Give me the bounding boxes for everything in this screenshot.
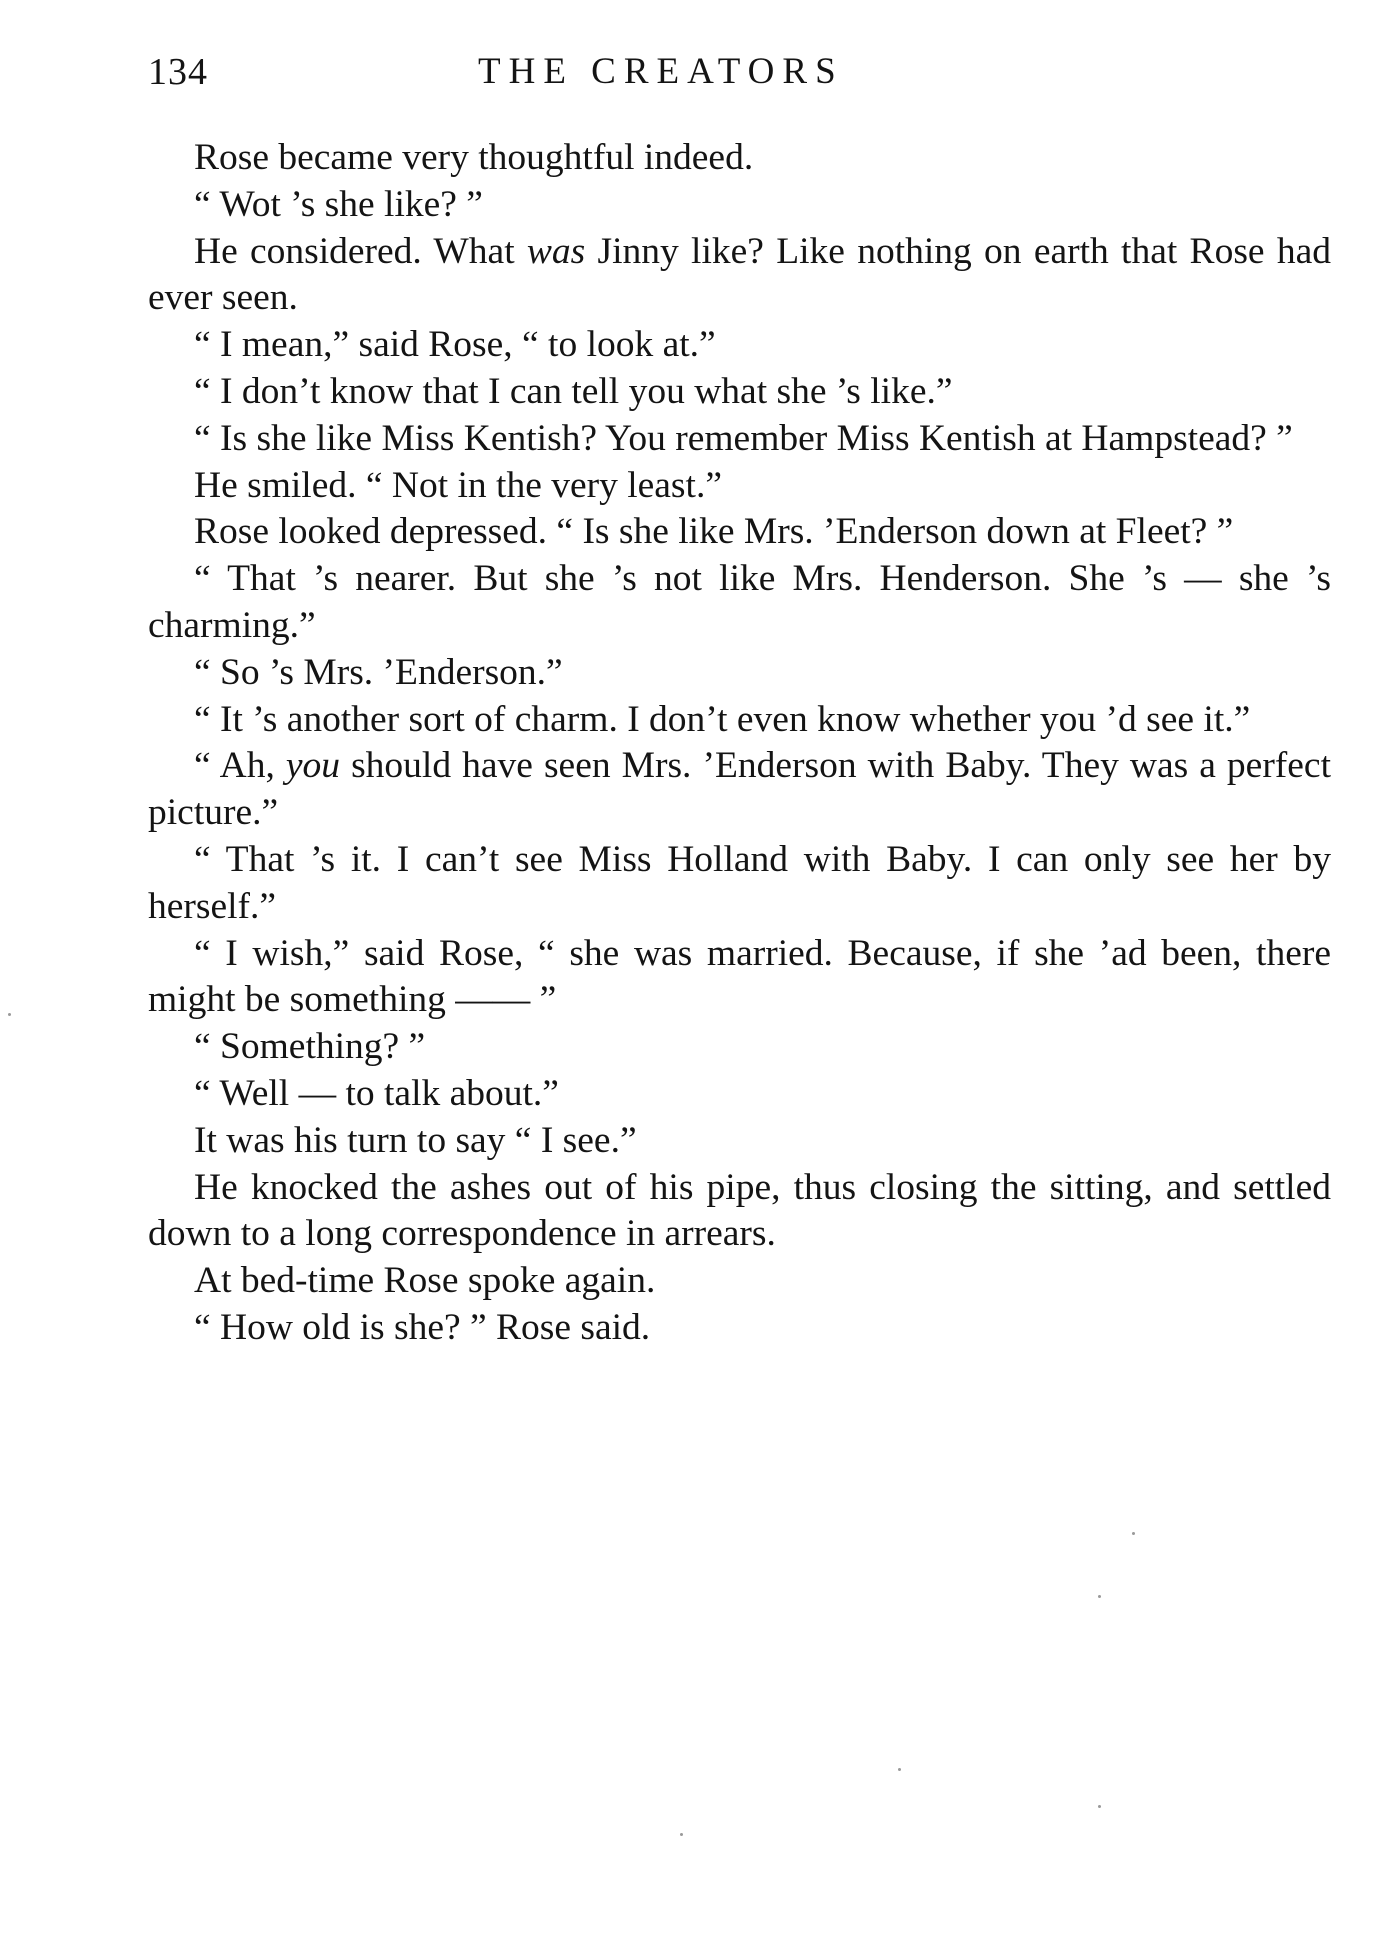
- paragraph: [148, 1118, 1331, 1165]
- running-title: THE CREATORS: [478, 51, 844, 92]
- scan-speck: [1098, 1595, 1101, 1598]
- paragraph-text: “ That ’s it. I can’t see Miss Holland with Baby. I can only see her by herself.”: [148, 838, 1331, 927]
- paragraph-text: He knocked the ashes out of his pipe, thus closing the sitting, and settled down to a long correspondence in arrears.: [148, 1166, 1331, 1255]
- page-number: 134: [148, 51, 208, 93]
- paragraph: [148, 1258, 1331, 1305]
- scan-speck: [1098, 1805, 1101, 1808]
- paragraph-text: “ Something? ”: [194, 1026, 426, 1068]
- paragraph-text: “ I don’t know that I can tell you what she ’s like.”: [194, 370, 953, 412]
- paragraph: [148, 556, 1331, 650]
- italic-text: was: [526, 230, 586, 272]
- scan-speck: [1132, 1532, 1135, 1535]
- paragraph: [148, 135, 1331, 182]
- paragraph-text: “ It ’s another sort of charm. I don’t even know whether you ’d see it.”: [194, 698, 1251, 740]
- paragraph-text: He smiled. “ Not in the very least.”: [194, 464, 722, 506]
- paragraph-text: “ Well — to talk about.”: [194, 1072, 559, 1114]
- paragraph: [148, 229, 1331, 323]
- paragraph: [148, 182, 1331, 229]
- paragraph-text: He considered. What: [194, 230, 527, 272]
- page-header: [148, 50, 1331, 110]
- paragraph: [148, 509, 1331, 556]
- paragraph-text: should have seen Mrs. ’Enderson with Baby. They was a perfect picture.”: [148, 745, 1331, 834]
- italic-text: you: [285, 745, 341, 787]
- paragraph: [148, 322, 1331, 369]
- paragraph: [148, 1305, 1331, 1352]
- paragraph-text: “ I mean,” said Rose, “ to look at.”: [194, 324, 716, 366]
- paragraph: [148, 416, 1331, 463]
- paragraph-text: At bed-time Rose spoke again.: [194, 1260, 656, 1302]
- paragraph-text: “ How old is she? ” Rose said.: [194, 1306, 651, 1348]
- paragraph: [148, 837, 1331, 931]
- paragraph-text: “ Is she like Miss Kentish? You remember Miss Kentish at Hampstead? ”: [194, 417, 1293, 459]
- paragraph-text: Rose looked depressed. “ Is she like Mrs. ’Enderson down at Fleet? ”: [194, 511, 1234, 553]
- paragraph: [148, 743, 1331, 837]
- paragraph-text: “ I wish,” said Rose, “ she was married. Because, if she ’ad been, there might be something —— ”: [148, 932, 1331, 1021]
- paragraph-text: Rose became very thoughtful indeed.: [194, 137, 754, 178]
- paragraph-text: Jinny like? Like nothing on earth that Rose had ever seen.: [148, 230, 1331, 319]
- paragraph: [148, 650, 1331, 697]
- paragraph-text: “ So ’s Mrs. ’Enderson.”: [194, 651, 563, 693]
- paragraph: [148, 1165, 1331, 1259]
- scan-speck: [680, 1833, 683, 1836]
- paragraph: [148, 369, 1331, 416]
- paragraph: [148, 1071, 1331, 1118]
- paragraph-text: “ Wot ’s she like? ”: [194, 183, 483, 225]
- scan-speck: [8, 1013, 11, 1016]
- scan-speck: [898, 1768, 901, 1771]
- paragraph: [148, 1024, 1331, 1071]
- paragraph: [148, 463, 1331, 510]
- paragraph-text: It was his turn to say “ I see.”: [194, 1119, 637, 1161]
- body-text: [148, 135, 1331, 1352]
- paragraph: [148, 697, 1331, 744]
- paragraph: [148, 931, 1331, 1025]
- paragraph-text: “ Ah,: [194, 745, 286, 787]
- paragraph-text: “ That ’s nearer. But she ’s not like Mrs. Henderson. She ’s — she ’s charming.”: [148, 558, 1331, 646]
